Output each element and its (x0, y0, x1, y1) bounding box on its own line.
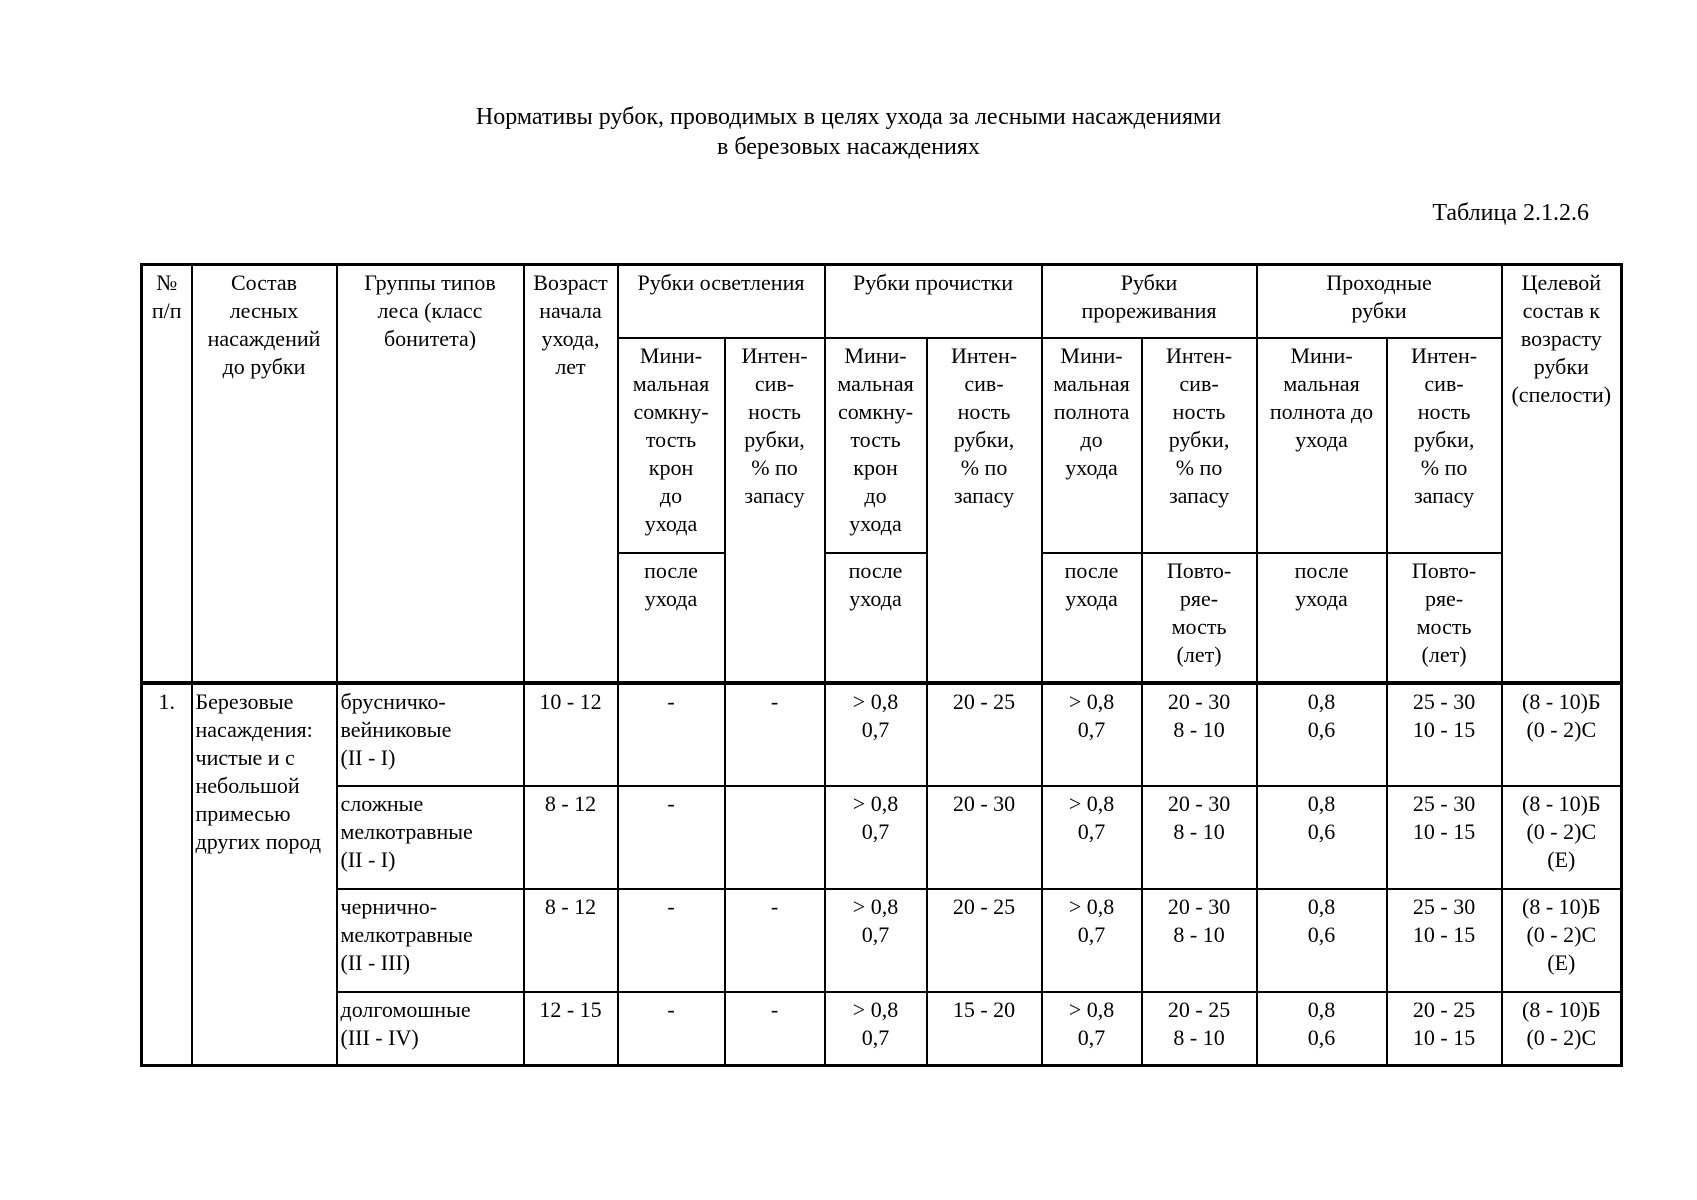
norms-table (140, 263, 1623, 1067)
col-lightening-header: Рубки осветления (618, 265, 825, 338)
pass-intensity-header: Интен- сив- ность рубки, % по запасу (1387, 338, 1502, 553)
thin-density-cell: > 0,8 0,7 (1042, 889, 1142, 992)
pass-intensity-cell: 25 - 30 10 - 15 (1387, 683, 1502, 786)
clean-intensity-cell: 20 - 25 (927, 889, 1042, 992)
thin-intensity-cell: 20 - 30 8 - 10 (1142, 786, 1257, 889)
light-closure-cell: - (618, 683, 725, 786)
start-age-cell: 10 - 12 (524, 683, 618, 786)
col-start-age-header: Возраст начала ухода, лет (524, 265, 618, 683)
light-intensity-header: Интен- сив- ность рубки, % по запасу (725, 338, 825, 683)
clean-closure-cell: > 0,8 0,7 (825, 889, 927, 992)
start-age-cell: 12 - 15 (524, 992, 618, 1066)
col-thinning-header: Рубки прореживания (1042, 265, 1257, 338)
col-cleaning-header: Рубки прочистки (825, 265, 1042, 338)
clean-intensity-cell: 20 - 30 (927, 786, 1042, 889)
thin-after-care-header: после ухода (1042, 553, 1142, 683)
thin-repeat-header: Повто- ряе- мость (лет) (1142, 553, 1257, 683)
forest-group-cell: долгомошные (III - IV) (337, 992, 524, 1066)
thin-intensity-header: Интен- сив- ность рубки, % по запасу (1142, 338, 1257, 553)
light-min-closure-header: Мини- мальная сомкну- тость крон до ухода (618, 338, 725, 553)
table-row (142, 683, 1622, 786)
title-line-2: в березовых насаждениях (717, 134, 980, 160)
target-cell: (8 - 10)Б (0 - 2)С (1502, 683, 1622, 786)
target-cell: (8 - 10)Б (0 - 2)С (Е) (1502, 889, 1622, 992)
composition-cell: Березовые насаждения: чистые и с небольшой примесью других пород (192, 683, 337, 1066)
forest-group-cell: брусничко- вейниковые (II - I) (337, 683, 524, 786)
pass-after-care-header: после ухода (1257, 553, 1387, 683)
thin-density-cell: > 0,8 0,7 (1042, 683, 1142, 786)
clean-intensity-header: Интен- сив- ность рубки, % по запасу (927, 338, 1042, 683)
forest-group-cell: чернично- мелкотравные (II - III) (337, 889, 524, 992)
thin-density-cell: > 0,8 0,7 (1042, 786, 1142, 889)
col-forest-groups-header: Группы типов леса (класс бонитета) (337, 265, 524, 683)
light-intensity-cell: - (725, 889, 825, 992)
col-composition-header: Состав лесных насаждений до рубки (192, 265, 337, 683)
light-closure-cell: - (618, 786, 725, 889)
start-age-cell: 8 - 12 (524, 786, 618, 889)
table-row (142, 992, 1622, 1066)
pass-repeat-header: Повто- ряе- мость (лет) (1387, 553, 1502, 683)
light-intensity-cell: - (725, 992, 825, 1066)
document-title (0, 102, 1697, 162)
thin-density-cell: > 0,8 0,7 (1042, 992, 1142, 1066)
thin-intensity-cell: 20 - 25 8 - 10 (1142, 992, 1257, 1066)
table-number: Таблица 2.1.2.6 (1432, 200, 1589, 226)
forest-group-cell: сложные мелкотравные (II - I) (337, 786, 524, 889)
pass-intensity-cell: 25 - 30 10 - 15 (1387, 889, 1502, 992)
col-num-header: № п/п (142, 265, 192, 683)
pass-density-cell: 0,8 0,6 (1257, 683, 1387, 786)
pass-density-cell: 0,8 0,6 (1257, 786, 1387, 889)
light-closure-cell: - (618, 992, 725, 1066)
light-intensity-cell: - (725, 683, 825, 786)
clean-min-closure-header: Мини- мальная сомкну- тость крон до ухода (825, 338, 927, 553)
row-number: 1. (142, 683, 192, 1066)
table-row (142, 889, 1622, 992)
header-row-1 (142, 265, 1622, 338)
start-age-cell: 8 - 12 (524, 889, 618, 992)
col-target-header: Целевой состав к возрасту рубки (спелости) (1502, 265, 1622, 683)
thin-min-density-header: Мини- мальная полнота до ухода (1042, 338, 1142, 553)
clean-after-care-header: после ухода (825, 553, 927, 683)
pass-intensity-cell: 25 - 30 10 - 15 (1387, 786, 1502, 889)
col-passing-header: Проходные рубки (1257, 265, 1502, 338)
clean-closure-cell: > 0,8 0,7 (825, 683, 927, 786)
thin-intensity-cell: 20 - 30 8 - 10 (1142, 683, 1257, 786)
pass-intensity-cell: 20 - 25 10 - 15 (1387, 992, 1502, 1066)
target-cell: (8 - 10)Б (0 - 2)С (1502, 992, 1622, 1066)
thin-intensity-cell: 20 - 30 8 - 10 (1142, 889, 1257, 992)
clean-closure-cell: > 0,8 0,7 (825, 992, 927, 1066)
title-line-1: Нормативы рубок, проводимых в целях ухода за лесными насаждениями (475, 104, 1222, 130)
light-closure-cell: - (618, 889, 725, 992)
clean-intensity-cell: 20 - 25 (927, 683, 1042, 786)
pass-density-cell: 0,8 0,6 (1257, 889, 1387, 992)
table-row (142, 786, 1622, 889)
clean-intensity-cell: 15 - 20 (927, 992, 1042, 1066)
clean-closure-cell: > 0,8 0,7 (825, 786, 927, 889)
pass-density-cell: 0,8 0,6 (1257, 992, 1387, 1066)
target-cell: (8 - 10)Б (0 - 2)С (Е) (1502, 786, 1622, 889)
pass-min-density-header: Мини- мальная полнота до ухода (1257, 338, 1387, 553)
light-after-care-header: после ухода (618, 553, 725, 683)
light-intensity-cell (725, 786, 825, 889)
